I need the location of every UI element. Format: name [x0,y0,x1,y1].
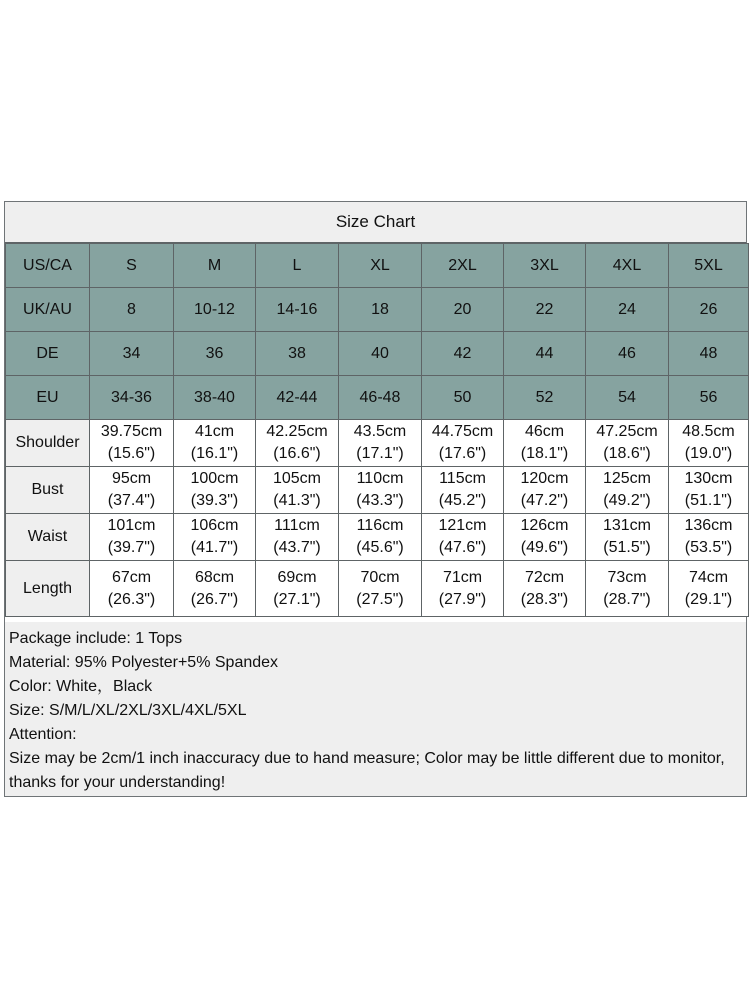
measure-cell [174,420,256,467]
measure-inch: (17.1") [356,445,404,462]
measure-cm: 100cm [190,470,239,487]
measure-cm: 130cm [684,470,733,487]
measure-cell [256,467,339,514]
size-cell: 42 [422,332,504,376]
measure-cm: 110cm [356,470,404,487]
measure-cell [339,420,422,467]
size-cell: XL [339,244,422,288]
measure-row [6,561,749,617]
measure-cm: 48.5cm [682,423,735,440]
size-cell: 8 [90,288,174,332]
size-cell: 26 [669,288,749,332]
measure-inch: (51.5") [603,539,651,556]
measure-inch: (29.1") [684,590,733,608]
measure-cm: 67cm [111,568,152,586]
measure-inch: (45.2") [438,492,487,509]
size-row [6,288,749,332]
measure-cm: 111cm [274,517,320,534]
measure-inch: (41.3") [273,492,321,509]
note-material: Material: 95% Polyester+5% Spandex [9,654,279,671]
measure-inch: (47.2") [520,492,569,509]
measure-cell [174,467,256,514]
measure-inch: (17.6") [438,445,487,462]
measure-inch: (49.6") [520,539,569,556]
size-cell: 40 [339,332,422,376]
row-label: US/CA [6,244,90,288]
measure-cell [422,467,504,514]
measure-cell [504,420,586,467]
measure-cell [174,514,256,561]
measure-cell [174,561,256,617]
size-cell: 54 [586,376,669,420]
measure-cell [90,420,174,467]
size-chart [4,201,747,797]
measure-cm: 120cm [520,470,569,487]
measure-inch: (41.7") [190,539,239,556]
size-cell: M [174,244,256,288]
measure-cm: 116cm [356,517,404,534]
measure-cell [504,561,586,617]
measure-cell [422,561,504,617]
measure-cm: 121cm [438,517,487,534]
measure-inch: (26.3") [107,590,156,608]
size-row [6,376,749,420]
measure-inch: (26.7") [190,590,239,608]
size-cell: 34 [90,332,174,376]
measure-cell [90,561,174,617]
note-attention-text: Size may be 2cm/1 inch inaccuracy due to hand measure; Color may be little different due to monitor, thanks for your understanding! [9,750,725,791]
measure-label: Bust [6,467,90,514]
measure-inch: (16.6") [273,445,321,462]
measure-inch: (43.3") [356,492,404,509]
measure-cell [586,420,669,467]
row-label: EU [6,376,90,420]
measure-inch: (51.1") [684,492,733,509]
measure-cell [586,514,669,561]
size-cell: 44 [504,332,586,376]
measure-cell [339,467,422,514]
measure-inch: (39.3") [190,492,239,509]
size-cell: 52 [504,376,586,420]
measure-cm: 115cm [439,470,486,487]
size-cell: 46 [586,332,669,376]
measure-cm: 41cm [194,423,235,440]
size-cell: 36 [174,332,256,376]
measure-cm: 69cm [277,568,317,586]
size-cell: 5XL [669,244,749,288]
measure-cell [586,467,669,514]
measure-inch: (27.5") [356,590,404,608]
measure-cell [90,467,174,514]
size-cell: 38 [256,332,339,376]
note-color: Color: White，Black [9,678,153,695]
measure-cm: 101cm [107,517,156,534]
measure-inch: (39.7") [107,539,156,556]
measure-cell [504,514,586,561]
row-label: DE [6,332,90,376]
measure-cell [339,514,422,561]
measure-cm: 44.75cm [431,423,494,440]
measure-inch: (47.6") [438,539,487,556]
size-cell: S [90,244,174,288]
measure-cell [256,561,339,617]
note-size: Size: S/M/L/XL/2XL/3XL/4XL/5XL [9,702,247,719]
size-cell: 34-36 [90,376,174,420]
measure-cell [422,514,504,561]
size-row [6,244,749,288]
measure-cm: 39.75cm [100,423,163,440]
size-cell: 2XL [422,244,504,288]
measure-cell [339,561,422,617]
measure-inch: (49.2") [603,492,651,509]
size-cell: 46-48 [339,376,422,420]
measure-cm: 46cm [524,423,565,440]
size-cell: L [256,244,339,288]
measure-cm: 74cm [688,568,729,586]
measure-label: Waist [6,514,90,561]
measure-cm: 71cm [442,568,483,586]
size-row [6,332,749,376]
size-cell: 48 [669,332,749,376]
size-cell: 22 [504,288,586,332]
measure-cm: 126cm [520,517,569,534]
measure-inch: (27.9") [438,590,487,608]
measure-cm: 106cm [190,517,239,534]
measure-inch: (16.1") [190,445,239,462]
measure-cm: 72cm [524,568,565,586]
measure-cell [422,420,504,467]
size-table-body [6,244,749,617]
size-cell: 4XL [586,244,669,288]
measure-cm: 68cm [194,568,235,586]
measure-cell [669,420,749,467]
measure-inch: (18.1") [520,445,569,462]
measure-inch: (18.6") [603,445,651,462]
size-cell: 38-40 [174,376,256,420]
measure-cm: 47.25cm [596,423,658,440]
row-label: UK/AU [6,288,90,332]
measure-cm: 136cm [684,517,733,534]
product-notes [5,622,746,796]
measure-inch: (37.4") [107,492,156,509]
measure-inch: (45.6") [356,539,404,556]
measure-inch: (15.6") [107,445,156,462]
size-cell: 50 [422,376,504,420]
measure-cell [669,561,749,617]
measure-row [6,420,749,467]
size-cell: 10-12 [174,288,256,332]
size-cell: 14-16 [256,288,339,332]
size-table [5,243,749,617]
chart-title: Size Chart [5,202,746,243]
size-cell: 3XL [504,244,586,288]
note-package: Package include: 1 Tops [9,630,183,647]
measure-inch: (27.1") [273,590,321,608]
note-attention: Attention: [9,726,77,743]
measure-inch: (28.7") [603,590,651,608]
measure-cm: 125cm [602,470,652,487]
measure-label: Shoulder [6,420,90,467]
measure-cm: 131cm [602,517,652,534]
measure-inch: (53.5") [684,539,733,556]
size-cell: 56 [669,376,749,420]
measure-inch: (28.3") [520,590,569,608]
measure-cm: 105cm [272,470,322,487]
measure-row [6,467,749,514]
measure-label: Length [6,561,90,617]
measure-cell [669,467,749,514]
measure-cell [90,514,174,561]
size-cell: 42-44 [256,376,339,420]
measure-cell [504,467,586,514]
size-cell: 20 [422,288,504,332]
measure-inch: (43.7") [273,539,321,556]
measure-cm: 95cm [111,470,152,487]
measure-row [6,514,749,561]
measure-cm: 43.5cm [353,423,407,440]
measure-cell [669,514,749,561]
measure-inch: (19.0") [684,445,733,462]
measure-cell [586,561,669,617]
measure-cell [256,420,339,467]
measure-cell [256,514,339,561]
size-cell: 18 [339,288,422,332]
size-cell: 24 [586,288,669,332]
measure-cm: 70cm [360,568,400,586]
measure-cm: 42.25cm [266,423,328,440]
measure-cm: 73cm [607,568,647,586]
